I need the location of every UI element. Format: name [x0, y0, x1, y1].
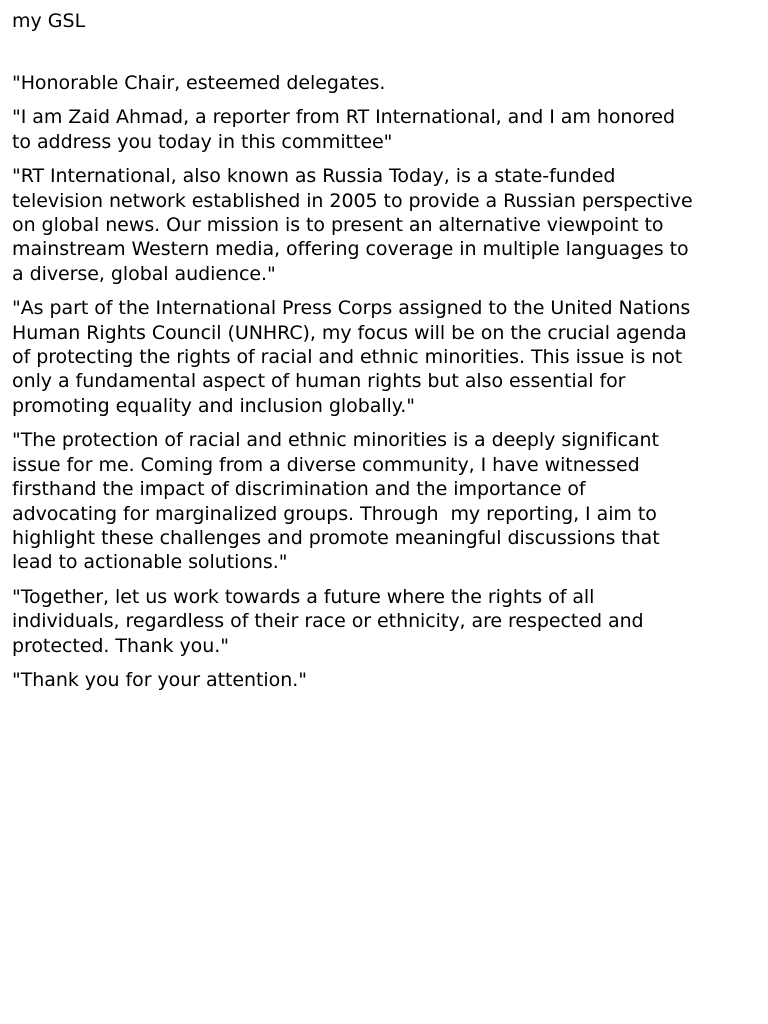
paragraph-opening: "Honorable Chair, esteemed delegates. — [12, 72, 386, 94]
speech-body — [12, 71, 756, 692]
document-title: my GSL — [12, 10, 86, 32]
paragraph-rt-description: "RT International, also known as Russia Today, is a state-funded television network established in 2005 to provide a Russian perspective on global news. Our mission is to present an alternative viewpoint to mainstream Western media, offering coverage in multiple languages to a diverse, global audience." — [12, 165, 693, 285]
paragraph-personal-significance: "The protection of racial and ethnic minorities is a deeply significant issue for me. Coming from a diverse community, I have witnessed firsthand the impact of discrimination and the importance of advocating for marginalized groups. Through my reporting, I aim to highlight these challenges and promote meaningful discussions that lead to actionable solutions." — [12, 429, 660, 574]
paragraph-call-to-action: "Together, let us work towards a future where the rights of all individuals, regardless of their race or ethnicity, are respected and protected. Thank you." — [12, 585, 644, 657]
paragraph-closing: "Thank you for your attention." — [12, 668, 307, 691]
paragraph-agenda: "As part of the International Press Corps assigned to the United Nations Human Rights Council (UNHRC), my focus will be on the crucial agenda of protecting the rights of racial and ethnic minorities. This issue is not only a fundamental aspect of human rights but also essential for promoting equality and inclusion globally." — [12, 297, 691, 417]
paragraph-introduction: "I am Zaid Ahmad, a reporter from RT International, and I am honored to address you today in this committee" — [12, 106, 675, 153]
